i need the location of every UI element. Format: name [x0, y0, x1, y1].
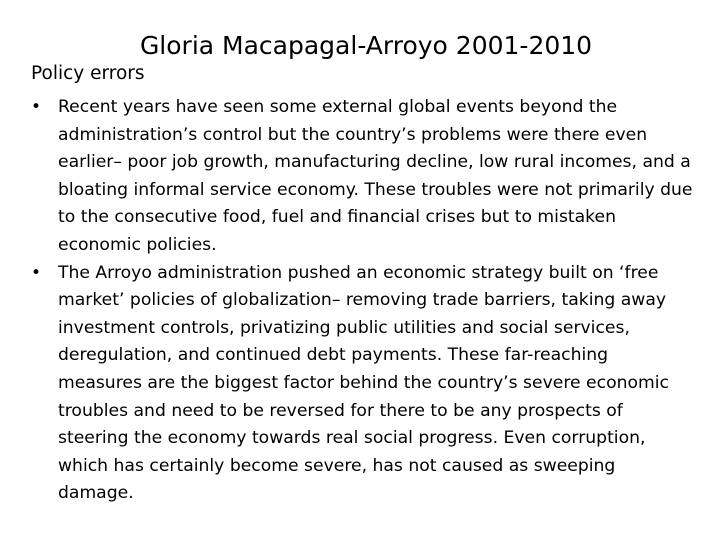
bullet-item — [31, 260, 696, 508]
bullet-text: The Arroyo administration pushed an economic strategy built on ‘free market’ policies of globalization– removing trade barriers, taking away investment controls, privatizing public utilities and social services, deregulation, and continued debt payments. These far-reaching measures are the biggest factor behind the country’s severe economic troubles and need to be reversed for there to be any prospects of steering the economy towards real social progress. Even corruption, which has certainly become severe, has not caused as sweeping damage. — [58, 262, 669, 504]
bullet-list — [31, 94, 696, 508]
bullet-item — [31, 94, 696, 260]
bullet-icon: • — [31, 262, 42, 283]
slide-subtitle: Policy errors — [31, 63, 145, 84]
bullet-icon: • — [31, 97, 42, 117]
bullet-text: Recent years have seen some external global events beyond the administration’s control but the country’s problems were there even earlier– poor job growth, manufacturing decline, low rural incomes, and a bloating informal service economy. These troubles were not primarily due to the consecutive food, fuel and financial crises but to mistaken economic policies. — [58, 97, 693, 255]
slide-title: Gloria Macapagal-Arroyo 2001-2010 — [139, 31, 593, 60]
